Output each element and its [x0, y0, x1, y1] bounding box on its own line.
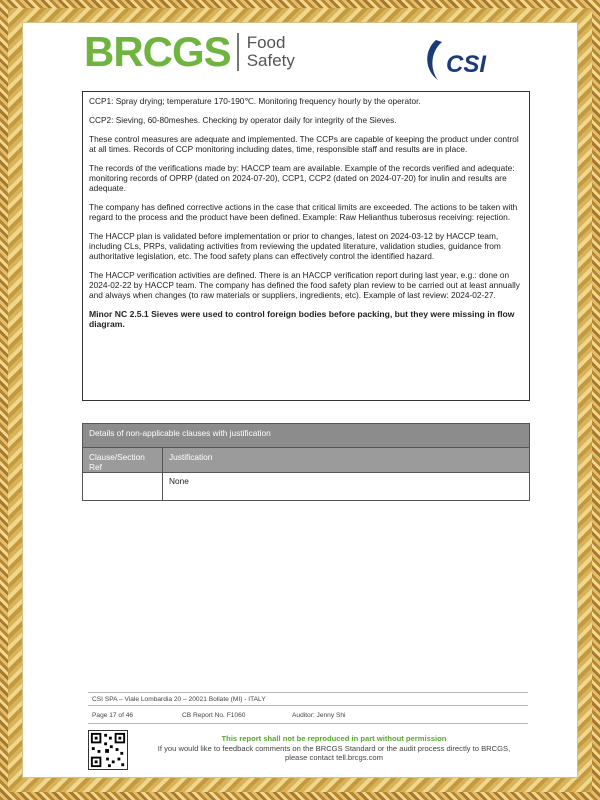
- report-number: CB Report No. F1060: [182, 712, 246, 719]
- footer-report-info: [88, 710, 528, 724]
- page-number: Page 17 of 46: [92, 712, 134, 719]
- logo-divider: [237, 33, 239, 71]
- document-page: [22, 22, 578, 778]
- copyright-notice: [134, 734, 534, 763]
- footer-address: CSI SPA – Viale Lombardia 20 – 20021 Bollate (MI) - ITALY: [88, 692, 528, 706]
- paragraph-ccp2: CCP2: Sieving, 60-80meshes. Checking by operator daily for integrity of the Sieves.: [89, 115, 397, 125]
- paragraph-control-measures: These control measures are adequate and implemented. The CCPs are capable of keeping the product under control at all times. Records of CCP monitoring including dates, time, responsible staff and results are in place.: [89, 134, 519, 154]
- paragraph-ccp1: CCP1: Spray drying; temperature 170-190℃. Monitoring frequency hourly by the operator.: [89, 96, 421, 106]
- notice-contact: please contact tell.brcgs.com: [285, 753, 383, 762]
- non-applicable-clauses-table: [82, 423, 530, 501]
- nonconformity-statement: Minor NC 2.5.1 Sieves were used to control foreign bodies before packing, but they were missing in flow diagram.: [89, 309, 515, 329]
- cell-justification: None: [169, 476, 189, 486]
- paragraph-corrective-actions: The company has defined corrective actions in the case that critical limits are exceeded. The actions to be taken with regard to the process and the product have been defined. Example: Raw Helianthus tuberosus receiving: rejection.: [89, 202, 518, 222]
- header-justification: Justification: [169, 452, 213, 462]
- csi-logo-text: CSI: [446, 51, 487, 78]
- brcgs-logo-subtitle: Food Safety: [246, 33, 295, 70]
- csi-logo-swoosh: [427, 40, 442, 80]
- table-title: Details of non-applicable clauses with justification: [83, 424, 529, 448]
- paragraph-verification-records: The records of the verifications made by: HACCP team are available. Example of the records verified and adequate: monitoring records of OPRP (dated on 2024-07-20), CCP1, CCP2 (dated on 2024-07-20) for inulin and results are adequate.: [89, 163, 515, 193]
- notice-reproduction: This report shall not be reproduced in part without permission: [221, 734, 447, 743]
- cell-clause-ref: [83, 473, 163, 500]
- paragraph-haccp-verification: The HACCP verification activities are defined. There is an HACCP verification report during last year, e.g.: done on 2024-02-22 by HACCP team. The company has defined the food safety plan review to be carried out at least annually and always when changes (to raw materials or suppliers, ingredients, etc). Example of last review: 2024-02-27.: [89, 270, 520, 300]
- notice-feedback: If you would like to feedback comments on the BRCGS Standard or the audit process directly to BRCGS,: [157, 743, 511, 753]
- brcgs-logo: [84, 28, 295, 76]
- table-header-row: [83, 448, 529, 473]
- ccp-description-box: [82, 91, 530, 401]
- paragraph-haccp-validation: The HACCP plan is validated before implementation or prior to changes, latest on 2024-03-12 by HACCP team, including CLs, PRPs, validating activities from reviewing the updated literature, validation studies, guidance from authoritative legislation, etc. The food safety plans can effectively control the identified hazard.: [89, 231, 501, 261]
- auditor-name: Auditor: Jenny Shi: [292, 712, 346, 719]
- csi-logo: [422, 36, 508, 84]
- qr-code: [88, 730, 128, 770]
- brcgs-logo-text: BRCGS: [84, 28, 231, 75]
- table-row: [83, 473, 529, 500]
- header-clause-ref: Clause/Section Ref: [83, 448, 163, 472]
